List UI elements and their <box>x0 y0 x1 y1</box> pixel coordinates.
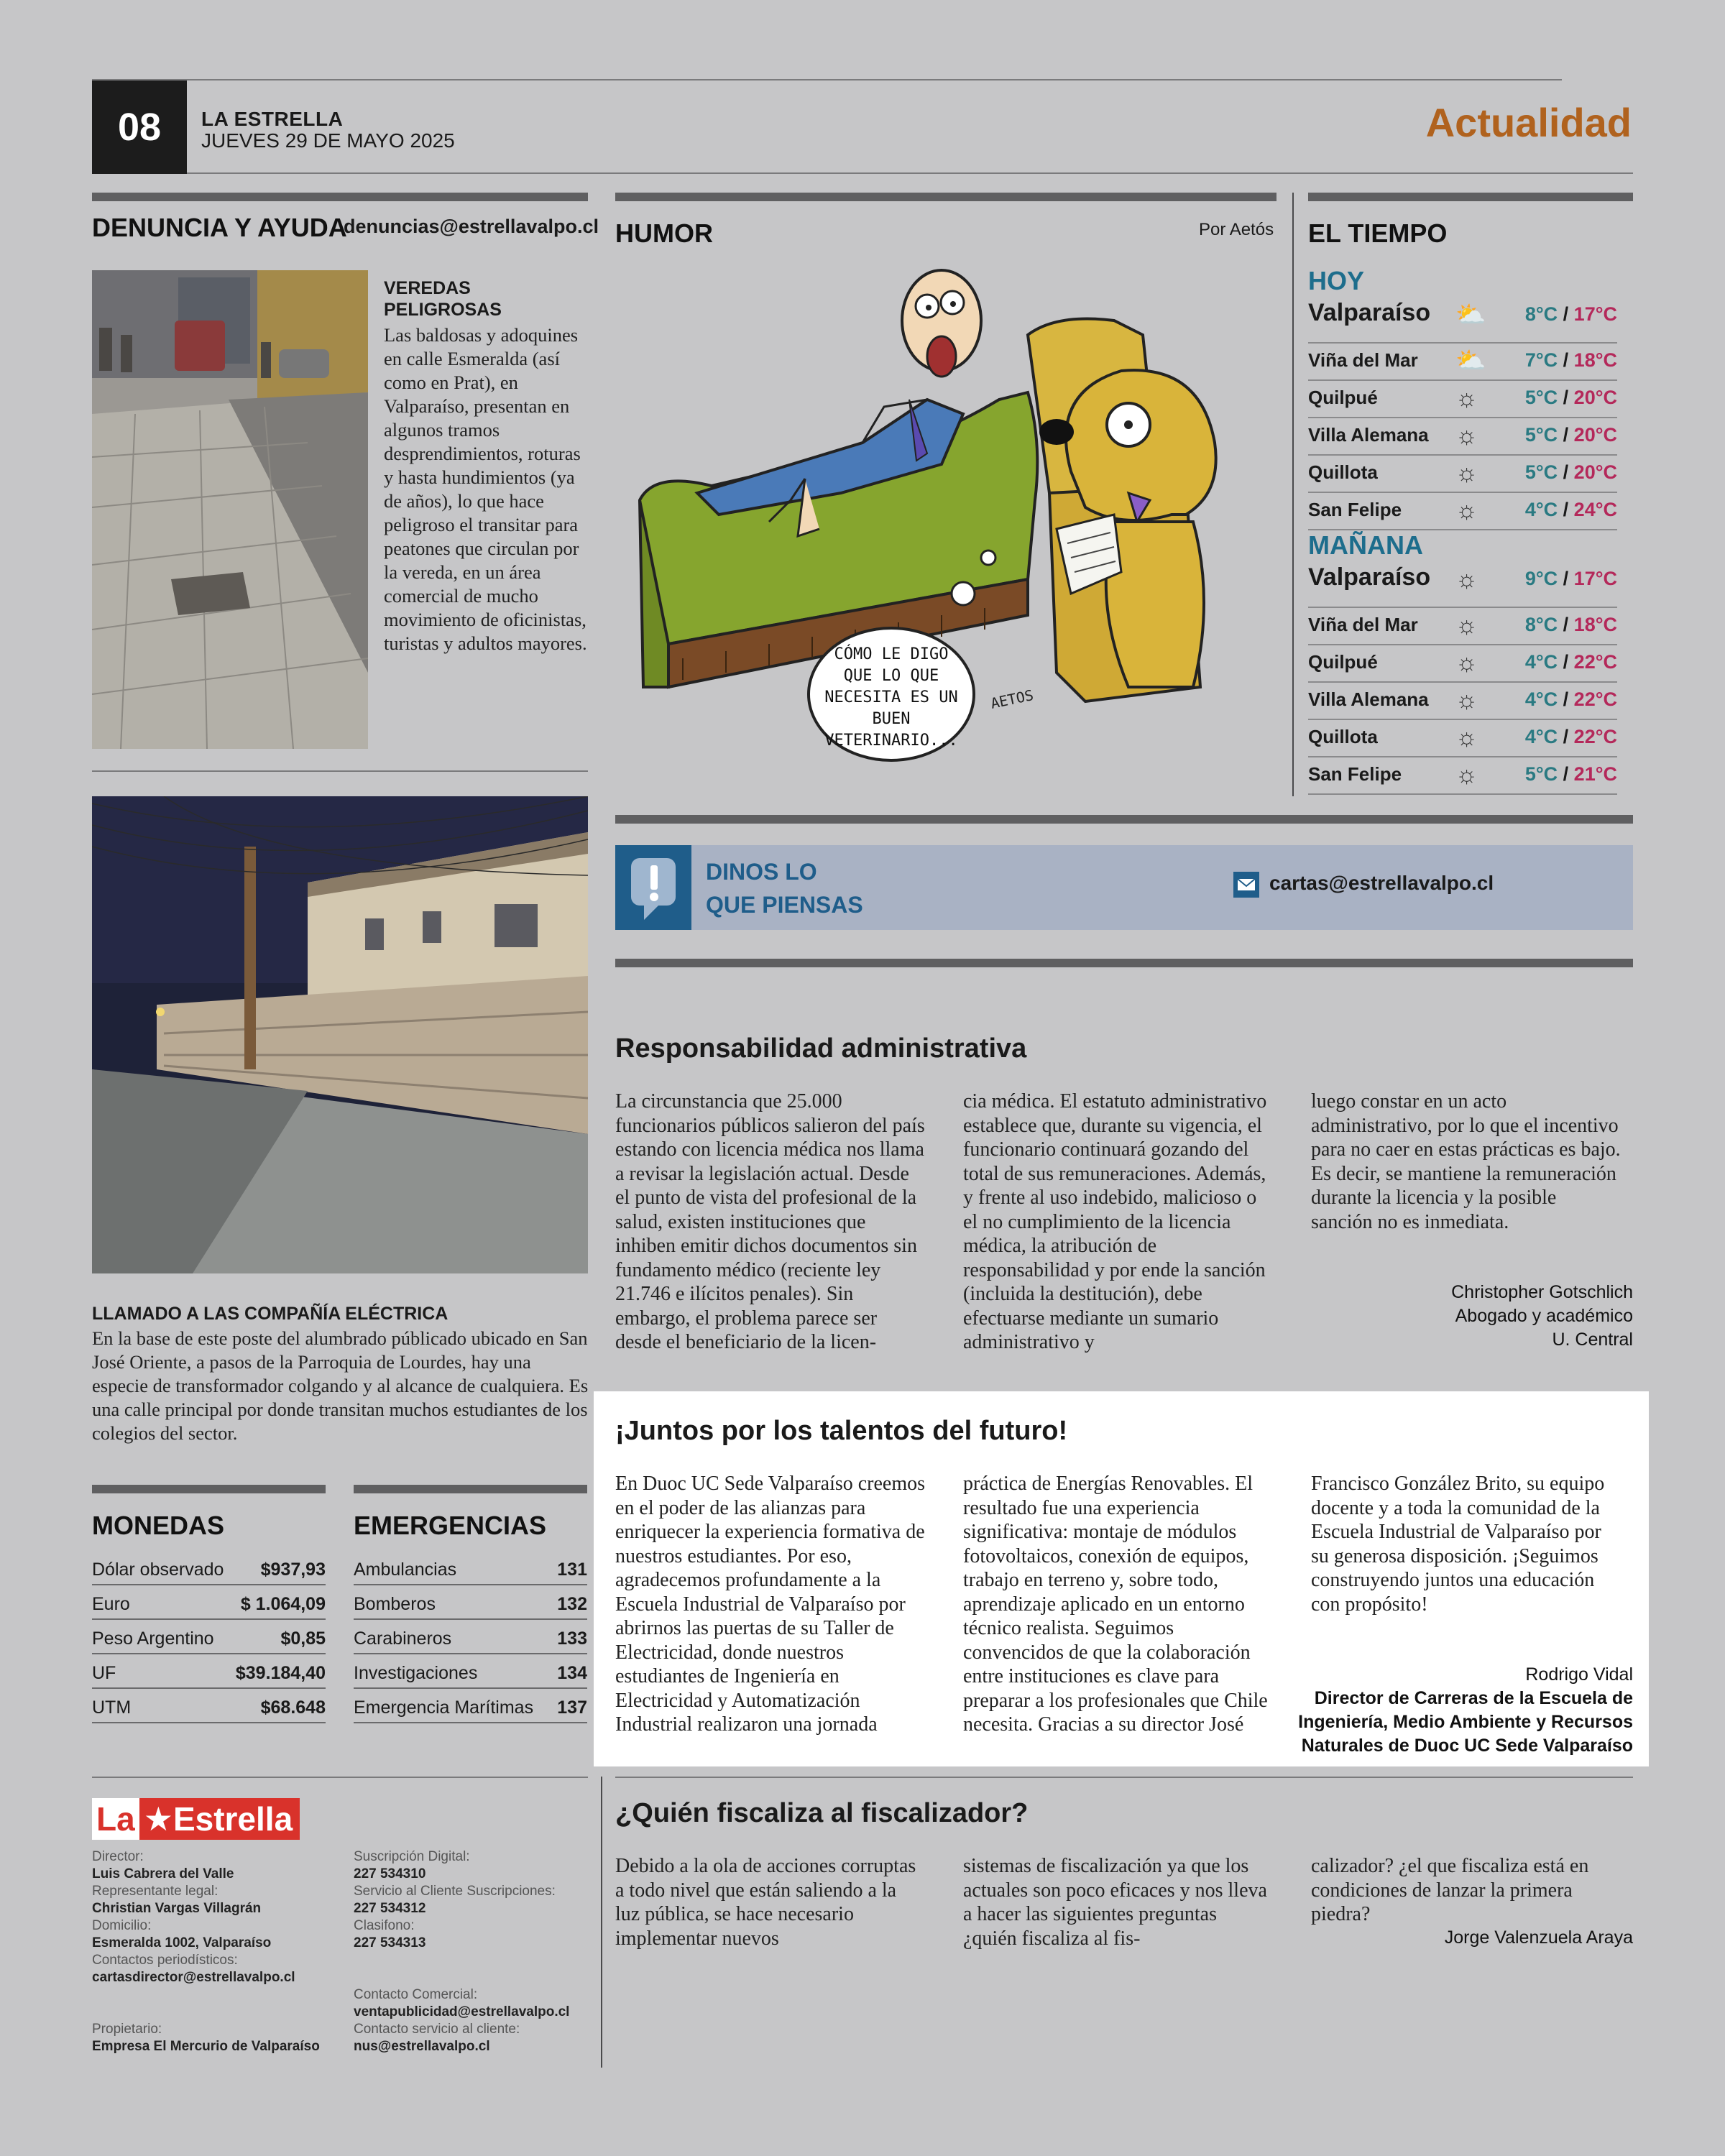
moneda-label: Dólar observado <box>92 1560 224 1580</box>
classified: 227 534313 <box>354 1935 426 1950</box>
emergencia-label: Bomberos <box>354 1594 436 1614</box>
sun-icon: ☼ <box>1455 724 1478 751</box>
weather-row <box>1308 683 1617 720</box>
weather-temp <box>1525 651 1617 673</box>
temp-max: 18°C <box>1573 614 1617 635</box>
temp-min: 4°C <box>1524 651 1558 673</box>
street-photo <box>92 270 368 749</box>
dinos-line1: DINOS LO <box>706 859 817 885</box>
letter3-col3: calizador? ¿el que fiscaliza está en condiciones de lanzar la primera piedra? <box>1311 1855 1589 1925</box>
temp-separator: / <box>1558 303 1574 325</box>
credits-right <box>354 1848 598 2055</box>
exclamation-icon <box>615 845 691 930</box>
weather-city: Valparaíso <box>1308 299 1431 326</box>
client-email[interactable]: nus@estrellavalpo.cl <box>354 2039 490 2054</box>
emergencias-title: EMERGENCIAS <box>354 1511 547 1540</box>
weather-row <box>1308 757 1617 795</box>
top-rule <box>92 79 1562 80</box>
cartoon <box>625 256 1272 795</box>
section-title: Actualidad <box>1425 100 1632 145</box>
director-name: Luis Cabrera del Valle <box>92 1866 234 1881</box>
dinos-email[interactable]: cartas@estrellavalpo.cl <box>1269 872 1494 894</box>
temp-separator: / <box>1558 614 1574 635</box>
temp-min: 4°C <box>1524 726 1558 747</box>
temp-min: 8°C <box>1524 614 1558 635</box>
issue-date: JUEVES 29 DE MAYO 2025 <box>201 129 455 152</box>
weather-row <box>1308 456 1617 493</box>
letter2-sig-role1: Director de Carreras de la Escuela de <box>1314 1688 1633 1708</box>
emergencias-rule <box>354 1485 587 1493</box>
logo-word: Estrella <box>172 1800 293 1838</box>
weather-city: Viña del Mar <box>1308 614 1418 635</box>
temp-min: 8°C <box>1524 303 1558 325</box>
letter1-col3: luego constar en un acto administrativo, por lo que el incentivo para no caer en estas prácticas es bajo. Es decir, se mantiene la remuneración durante la licencia y la posible sanción no es inmediata. <box>1311 1090 1621 1233</box>
letter2-title: ¡Juntos por los talentos del futuro! <box>615 1416 1068 1446</box>
denuncia-title: DENUNCIA Y AYUDA <box>92 213 347 242</box>
temp-min: 4°C <box>1524 499 1558 520</box>
sun-icon: ☼ <box>1455 761 1478 788</box>
emergencia-row <box>354 1552 587 1585</box>
temp-max: 18°C <box>1573 349 1617 371</box>
header-rule <box>187 172 1633 174</box>
weather-temp <box>1525 424 1617 446</box>
moneda-value: $39.184,40 <box>235 1663 326 1683</box>
today-label: HOY <box>1308 266 1365 295</box>
masthead-rule <box>92 1777 588 1778</box>
weather-row <box>1308 381 1617 418</box>
emergencia-value: 137 <box>557 1697 587 1718</box>
temp-min: 5°C <box>1524 461 1558 483</box>
sun-cloud-icon: ☼ <box>1455 384 1478 412</box>
legal-name: Christian Vargas Villagrán <box>92 1901 262 1916</box>
commercial-label: Contacto Comercial: <box>354 1987 478 2002</box>
letter1-sig-role: Abogado y académico <box>1455 1306 1633 1326</box>
emergencia-label: Emergencia Marítimas <box>354 1697 534 1718</box>
emergencia-row <box>354 1690 587 1723</box>
emergencia-row <box>354 1621 587 1654</box>
weather-temp <box>1525 763 1617 786</box>
service-label: Servicio al Cliente Suscripciones: <box>354 1884 556 1899</box>
temp-separator: / <box>1558 499 1574 520</box>
client-label: Contacto servicio al cliente: <box>354 2022 520 2037</box>
dinos-line2: QUE PIENSAS <box>706 892 863 918</box>
letter2-sig-name: Rodrigo Vidal <box>1525 1664 1633 1685</box>
item2-title: LLAMADO A LAS COMPAÑÍA ELÉCTRICA <box>92 1304 448 1324</box>
temp-max: 17°C <box>1573 568 1617 589</box>
sun-icon: ☼ <box>1455 612 1478 639</box>
sun-cloud-icon: ☼ <box>1455 459 1478 487</box>
temp-separator: / <box>1558 726 1574 747</box>
temp-separator: / <box>1558 688 1574 710</box>
sun-icon: ☼ <box>1455 566 1478 593</box>
moneda-value: $0,85 <box>280 1628 326 1649</box>
owner-label: Propietario: <box>92 2022 162 2037</box>
item1-title: VEREDAS PELIGROSAS <box>384 278 502 320</box>
weather-temp <box>1525 726 1617 748</box>
item1-body: Las baldosas y adoquines en calle Esmeralda (así como en Prat), en Valparaíso, presentan en algunos tramos desprendimientos, roturas y hasta hundimientos (ya de años), lo que hace peligroso el transitar para peatones que circulan por la vereda, en un área comercial de mucho movimiento de oficinistas, turistas y adultos mayores. <box>384 324 587 654</box>
weather-temp <box>1525 387 1617 409</box>
letter1-sig-org: U. Central <box>1552 1330 1633 1350</box>
letter3-signature: Jorge Valenzuela Araya <box>1444 1927 1633 1948</box>
moneda-value: $ 1.064,09 <box>240 1594 326 1614</box>
credits-left <box>92 1848 336 2055</box>
weather-city: San Felipe <box>1308 499 1402 520</box>
logo-right <box>139 1798 300 1840</box>
estrella-logo <box>92 1798 300 1840</box>
sun-icon: ☼ <box>1455 686 1478 714</box>
director-label: Director: <box>92 1849 144 1864</box>
emergencia-label: Carabineros <box>354 1628 452 1649</box>
weather-row <box>1308 608 1617 645</box>
letter3-col1: Debido a la ola de acciones corruptas a todo nivel que están saliendo a la luz pública, se hace necesario implementar nuevos <box>615 1855 916 1950</box>
partly-cloudy-icon: ⛅ <box>1455 347 1486 374</box>
humor-title: HUMOR <box>615 218 713 248</box>
weather-row <box>1308 562 1617 608</box>
temp-separator: / <box>1558 349 1574 371</box>
moneda-row <box>92 1552 326 1585</box>
letter2-col3: Francisco González Brito, su equipo docente y a toda la comunidad de la Escuela Industrial de Valparaíso por su generosa disposición. ¡Seguimos construyendo juntos una educación con propósito! <box>1311 1473 1605 1616</box>
temp-max: 20°C <box>1573 424 1617 446</box>
weather-city: San Felipe <box>1308 763 1402 785</box>
classified-label: Clasifono: <box>354 1918 415 1933</box>
weather-temp <box>1525 461 1617 484</box>
partly-cloudy-icon: ⛅ <box>1455 301 1486 328</box>
denuncia-email[interactable]: denuncias@estrellavalpo.cl <box>344 216 599 237</box>
weather-city: Viña del Mar <box>1308 349 1418 371</box>
letter3-title: ¿Quién fiscaliza al fiscalizador? <box>615 1798 1029 1828</box>
weather-city: Valparaíso <box>1308 563 1431 591</box>
weather-city: Quillota <box>1308 726 1378 747</box>
temp-min: 9°C <box>1524 568 1558 589</box>
moneda-row <box>92 1621 326 1654</box>
weather-row <box>1308 298 1617 344</box>
letter1-col2: cia médica. El estatuto administrativo establece que, durante su vigencia, el funcionario continuará gozando del total de sus remuneraciones. Además, y frente al uso indebido, malicioso o el no cumplimiento de la licencia médica, la atribución de responsabilidad y por ende la sanción (incluida la destitución), debe efectuarse mediante un sumario administrativo y <box>963 1090 1267 1353</box>
digital: 227 534310 <box>354 1866 426 1881</box>
weather-row <box>1308 720 1617 757</box>
temp-separator: / <box>1558 568 1574 589</box>
letter3-rule <box>615 1777 1633 1778</box>
temp-min: 4°C <box>1524 688 1558 710</box>
temp-separator: / <box>1558 763 1574 785</box>
weather-row <box>1308 493 1617 530</box>
letter1-col1: La circunstancia que 25.000 funcionarios públicos salieron del país estando con licencia médica nos llama a revisar la legislación actual. Desde el punto de vista del profesional de la salud, existen instituciones que inhiben emitir dichos documentos sin fundamento médico (reciente ley 21.746 e ilícitos penales). Sin embargo, el problema parece ser desde el beneficiario de la licen- <box>615 1090 925 1353</box>
sun-cloud-icon: ☼ <box>1455 422 1478 449</box>
temp-max: 20°C <box>1573 387 1617 408</box>
denuncia-rule <box>92 193 588 201</box>
temp-min: 5°C <box>1524 424 1558 446</box>
temp-max: 24°C <box>1573 499 1617 520</box>
dinos-icon-box <box>615 845 691 930</box>
letter3-col2: sistemas de fiscalización ya que los actuales son poco eficaces y nos lleva a hacer las siguientes preguntas ¿quién fiscaliza al fis- <box>963 1855 1267 1950</box>
temp-max: 17°C <box>1573 303 1617 325</box>
letter2-sig-role3: Naturales de Duoc UC Sede Valparaíso <box>1301 1736 1633 1756</box>
moneda-row <box>92 1690 326 1723</box>
letter2-sig-role2: Ingeniería, Medio Ambiente y Recursos <box>1298 1712 1633 1732</box>
cartoon-signature: AETOS <box>989 686 1035 712</box>
temp-separator: / <box>1558 651 1574 673</box>
weather-temp <box>1525 614 1617 636</box>
moneda-row <box>92 1656 326 1689</box>
letter2-col1: En Duoc UC Sede Valparaíso creemos en el poder de las alianzas para enriquecer la experiencia formativa de nuestros estudiantes. Por eso, agradecemos profundamente a la Escuela Industrial de Valparaíso por abrirnos las puertas de su Taller de Electricidad, donde nuestros estudiantes de Ingeniería en Electricidad y Automatización Industrial realizaron una jornada <box>615 1473 926 1736</box>
tomorrow-label: MAÑANA <box>1308 530 1423 560</box>
press-label: Contactos periodísticos: <box>92 1953 238 1968</box>
address-label: Domicilio: <box>92 1918 152 1933</box>
emergencia-row <box>354 1656 587 1689</box>
weather-city: Quillota <box>1308 461 1378 483</box>
page-number: 08 <box>92 80 187 174</box>
press-email[interactable]: cartasdirector@estrellavalpo.cl <box>92 1970 295 1985</box>
commercial-email[interactable]: ventapublicidad@estrellavalpo.cl <box>354 2004 570 2019</box>
emergencia-label: Investigaciones <box>354 1663 478 1683</box>
emergencia-value: 134 <box>557 1663 587 1683</box>
moneda-value: $68.648 <box>260 1697 326 1718</box>
weather-row <box>1308 645 1617 683</box>
item2-body: En la base de este poste del alumbrado públicado ubicado en San José Oriente, a pasos de la Parroquia de Lourdes, hay una especie de transformador colgando y al alcance de cualquiera. Es una calle principal por donde transitan muchos estudiantes de los colegios del sector. <box>92 1327 589 1444</box>
pole-photo <box>92 796 588 1273</box>
weather-temp <box>1525 349 1617 372</box>
humor-author: Por Aetós <box>1199 220 1274 239</box>
weather-divider <box>1292 193 1294 796</box>
thought-bubble-text: CÓMO LE DIGO QUE LO QUE NECESITA ES UN BUEN VETERINARIO... <box>824 645 958 750</box>
owner: Empresa El Mercurio de Valparaíso <box>92 2039 320 2054</box>
weather-city: Villa Alemana <box>1308 424 1429 446</box>
humor-rule <box>615 193 1276 201</box>
dinos-heading <box>706 855 863 921</box>
digital-label: Suscripción Digital: <box>354 1849 470 1864</box>
logo-left: La <box>92 1798 139 1840</box>
weather-row <box>1308 418 1617 456</box>
weather-temp <box>1525 568 1617 590</box>
weather-city: Villa Alemana <box>1308 688 1429 710</box>
moneda-label: Euro <box>92 1594 130 1614</box>
temp-max: 20°C <box>1573 461 1617 483</box>
monedas-rule <box>92 1485 326 1493</box>
temp-separator: / <box>1558 424 1574 446</box>
weather-city: Quilpué <box>1308 387 1378 408</box>
paper-name: LA ESTRELLA <box>201 108 344 130</box>
column-divider <box>601 1777 602 2068</box>
moneda-label: UF <box>92 1663 116 1683</box>
moneda-label: UTM <box>92 1697 132 1718</box>
temp-max: 22°C <box>1573 651 1617 673</box>
monedas-title: MONEDAS <box>92 1511 225 1540</box>
weather-row <box>1308 344 1617 381</box>
emergencia-label: Ambulancias <box>354 1560 457 1580</box>
emergencia-row <box>354 1587 587 1620</box>
sun-cloud-icon: ☼ <box>1455 497 1478 524</box>
temp-max: 22°C <box>1573 688 1617 710</box>
weather-temp <box>1525 499 1617 521</box>
sun-icon: ☼ <box>1455 649 1478 676</box>
address: Esmeralda 1002, Valparaíso <box>92 1935 272 1950</box>
service: 227 534312 <box>354 1901 426 1916</box>
moneda-value: $937,93 <box>260 1560 326 1580</box>
emergencia-value: 131 <box>557 1560 587 1580</box>
mail-icon <box>1233 872 1259 898</box>
weather-rule <box>1308 193 1633 201</box>
letter1-title: Responsabilidad administrativa <box>615 1033 1027 1064</box>
temp-separator: / <box>1558 387 1574 408</box>
weather-temp <box>1525 303 1617 326</box>
star-icon: ★ <box>143 1800 173 1838</box>
moneda-label: Peso Argentino <box>92 1628 214 1649</box>
weather-temp <box>1525 688 1617 711</box>
temp-max: 21°C <box>1573 763 1617 785</box>
temp-max: 22°C <box>1573 726 1617 747</box>
legal-label: Representante legal: <box>92 1884 218 1899</box>
dinos-rule-bottom <box>615 959 1633 967</box>
letter2-col2: práctica de Energías Renovables. El resultado fue una experiencia significativa: montaje de módulos fotovoltaicos, conexión de equipos, trabajo en terreno y, sobre todo, aprendizaje aplicado en un entorno técnico realista. Seguimos convencidos de que la colaboración entre instituciones es clave para preparar a los profesionales que Chile necesita. Gracias a su director José <box>963 1473 1268 1736</box>
weather-title: EL TIEMPO <box>1308 218 1448 248</box>
temp-separator: / <box>1558 461 1574 483</box>
letter1-sig-name: Christopher Gotschlich <box>1451 1282 1633 1302</box>
item-divider <box>92 770 588 772</box>
letter2-signature <box>1265 1663 1633 1758</box>
temp-min: 7°C <box>1524 349 1558 371</box>
dinos-rule-top <box>615 815 1633 824</box>
letter1-signature <box>1311 1281 1633 1352</box>
moneda-row <box>92 1587 326 1620</box>
temp-min: 5°C <box>1524 763 1558 785</box>
temp-min: 5°C <box>1524 387 1558 408</box>
weather-city: Quilpué <box>1308 651 1378 673</box>
emergencia-value: 133 <box>557 1628 587 1649</box>
emergencia-value: 132 <box>557 1594 587 1614</box>
